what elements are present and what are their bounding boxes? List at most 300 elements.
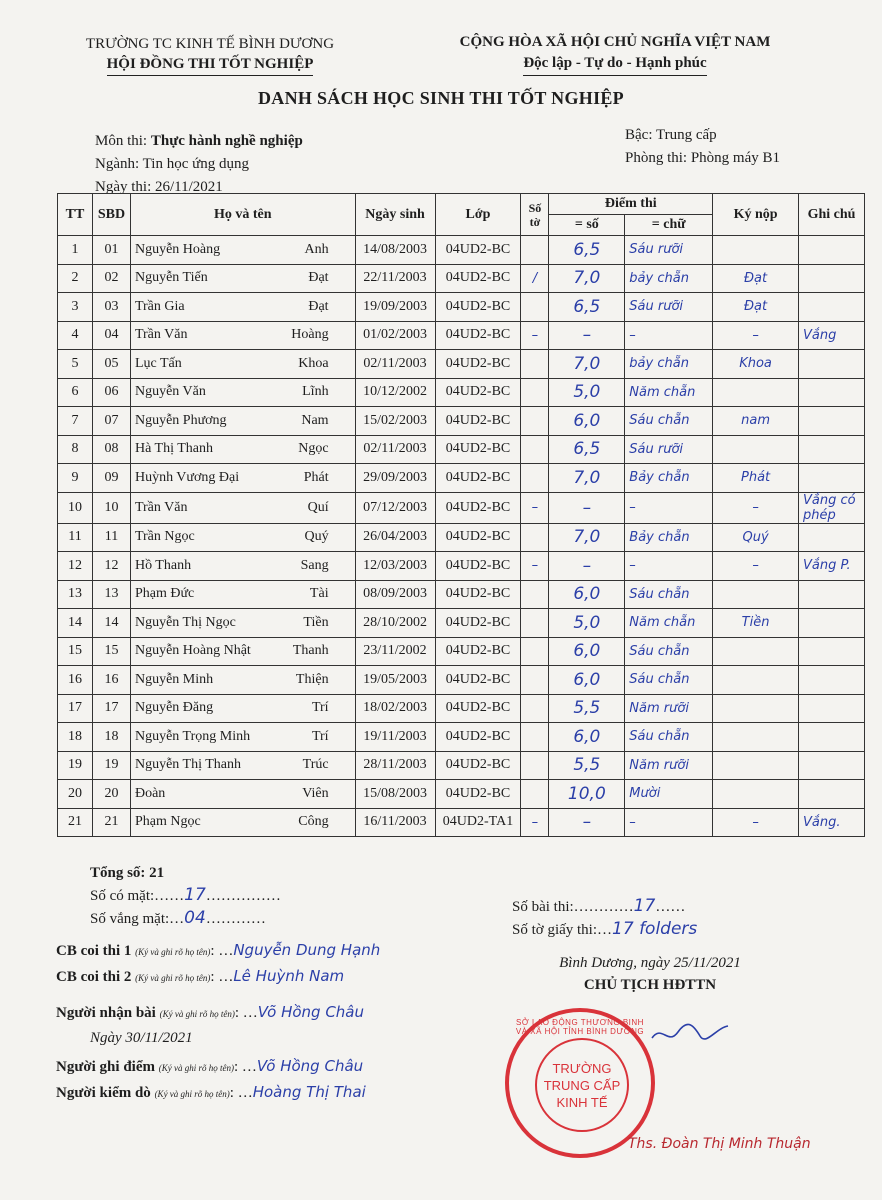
header-score-number: = số: [549, 215, 625, 236]
note: [798, 666, 864, 695]
student-last-name: Huỳnh Vương Đại: [134, 469, 240, 485]
class-code: 04UD2-BC: [435, 580, 521, 609]
date-of-birth: 08/09/2003: [355, 580, 435, 609]
sheet-count: [521, 378, 549, 407]
council-name: HỘI ĐỒNG THI TỐT NGHIỆP: [107, 54, 314, 76]
date-of-birth: 15/08/2003: [355, 780, 435, 809]
date-of-birth: 28/10/2002: [355, 609, 435, 638]
national-motto: Độc lập - Tự do - Hạnh phúc: [523, 53, 706, 76]
present-value: 17: [184, 885, 206, 905]
row-number: 16: [58, 666, 93, 695]
date-of-birth: 01/02/2003: [355, 321, 435, 350]
candidate-number: 18: [92, 723, 130, 752]
row-number: 17: [58, 694, 93, 723]
score-number: –: [549, 492, 625, 523]
student-last-name: Nguyễn Trọng Minh: [134, 728, 251, 744]
candidate-number: 14: [92, 609, 130, 638]
national-header: [420, 32, 810, 76]
receive-date: Ngày 30/11/2021: [90, 1030, 193, 1046]
document-title: DANH SÁCH HỌC SINH THI TỐT NGHIỆP: [258, 88, 624, 108]
stamp-line3: KINH TẾ: [556, 1094, 608, 1110]
student-name: [130, 609, 355, 638]
date-of-birth: 19/11/2003: [355, 723, 435, 752]
class-code: 04UD2-BC: [435, 293, 521, 322]
student-last-name: Nguyễn Đăng: [134, 700, 214, 716]
sheet-count: [521, 407, 549, 436]
student-name: [130, 378, 355, 407]
signature: Quý: [713, 523, 799, 552]
header-score: Điểm thi: [549, 194, 713, 215]
signature: –: [713, 321, 799, 350]
checker-label: Người kiểm dò: [56, 1085, 151, 1101]
student-name: [130, 694, 355, 723]
row-number: 5: [58, 350, 93, 379]
student-name: [130, 350, 355, 379]
student-last-name: Đoàn: [134, 785, 166, 801]
note: [798, 637, 864, 666]
signature: Đạt: [713, 293, 799, 322]
sheets-label: Số tờ giấy thi:: [512, 922, 598, 938]
date-of-birth: 16/11/2003: [355, 808, 435, 837]
candidate-number: 06: [92, 378, 130, 407]
row-number: 7: [58, 407, 93, 436]
score-words: –: [625, 492, 713, 523]
student-name: [130, 723, 355, 752]
student-last-name: Phạm Đức: [134, 586, 195, 602]
school-name: TRƯỜNG TC KINH TẾ BÌNH DƯƠNG: [85, 36, 335, 52]
chair-signature-icon: [650, 1018, 730, 1048]
score-number: 6,5: [549, 435, 625, 464]
checker-signature: Hoàng Thị Thai: [252, 1083, 366, 1101]
table-row: [58, 435, 865, 464]
sign-note: (Ký và ghi rõ họ tên): [154, 1089, 230, 1099]
row-number: 6: [58, 378, 93, 407]
student-name: [130, 264, 355, 293]
row-number: 12: [58, 552, 93, 581]
proctor2-label: CB coi thi 2: [56, 969, 132, 985]
student-last-name: Nguyễn Minh: [134, 671, 214, 687]
class-code: 04UD2-BC: [435, 751, 521, 780]
sheet-count: [521, 780, 549, 809]
table-row: [58, 723, 865, 752]
score-words: Sáu chẵn: [625, 407, 713, 436]
date-of-birth: 29/09/2003: [355, 464, 435, 493]
student-first-name: Lĩnh: [302, 384, 329, 400]
candidate-number: 02: [92, 264, 130, 293]
signature: Khoa: [713, 350, 799, 379]
row-number: 8: [58, 435, 93, 464]
class-code: 04UD2-BC: [435, 666, 521, 695]
score-number: 6,5: [549, 293, 625, 322]
student-last-name: Phạm Ngọc: [134, 814, 201, 830]
student-first-name: Tiền: [303, 614, 329, 630]
exam-date: Ngày thi: 26/11/2021: [95, 179, 223, 195]
note: [798, 523, 864, 552]
note: [798, 378, 864, 407]
row-number: 14: [58, 609, 93, 638]
header-name: Họ và tên: [130, 194, 355, 236]
date-of-birth: 19/05/2003: [355, 666, 435, 695]
signature: Tiền: [713, 609, 799, 638]
student-first-name: Trí: [311, 700, 329, 716]
student-name: [130, 464, 355, 493]
student-last-name: Trần Ngọc: [134, 529, 195, 545]
signature: [713, 666, 799, 695]
date-of-birth: 19/09/2003: [355, 293, 435, 322]
candidate-number: 01: [92, 236, 130, 265]
student-name: [130, 552, 355, 581]
chair-title: CHỦ TỊCH HĐTTN: [583, 977, 717, 993]
student-first-name: Trí: [311, 728, 329, 744]
room: Phòng thi: Phòng máy B1: [625, 150, 781, 166]
student-first-name: Anh: [304, 241, 329, 257]
student-first-name: Trúc: [302, 757, 329, 773]
score-number: 5,5: [549, 694, 625, 723]
header-sbd: SBD: [92, 194, 130, 236]
table-row: [58, 492, 865, 523]
receiver-signature: Võ Hồng Châu: [257, 1003, 365, 1021]
note: Vắng: [798, 321, 864, 350]
student-name: [130, 666, 355, 695]
score-words: –: [625, 552, 713, 581]
table-row: [58, 580, 865, 609]
score-words: –: [625, 808, 713, 837]
class-code: 04UD2-BC: [435, 723, 521, 752]
candidate-number: 04: [92, 321, 130, 350]
table-row: [58, 637, 865, 666]
signature: Phát: [713, 464, 799, 493]
student-last-name: Trần Gia: [134, 298, 185, 314]
score-words: Bảy chẵn: [625, 464, 713, 493]
date-of-birth: 23/11/2002: [355, 637, 435, 666]
table-row: [58, 407, 865, 436]
level: Bậc: Trung cấp: [625, 127, 717, 143]
score-number: 10,0: [549, 780, 625, 809]
header-dob: Ngày sinh: [355, 194, 435, 236]
present-label: Số có mặt:: [90, 888, 155, 904]
student-last-name: Trần Văn: [134, 499, 188, 515]
signature: [713, 694, 799, 723]
student-name: [130, 751, 355, 780]
roles: CB coi thi 1 (Ký và ghi rõ họ tên): …Nguyễn Dung Hạnh CB coi thi 2 (Ký và ghi rõ họ tên): …Lê Huỳnh Nam Người nhận bài (Ký và ghi rõ họ tên): …Võ Hồng Châu Ngày 30/11/2021 Người ghi điểm (Ký và ghi rõ họ tên): …Võ Hồng Châu Người kiểm dò (Ký và ghi rõ họ tên): …Hoàng Thị Thai: [56, 941, 381, 1101]
candidate-number: 10: [92, 492, 130, 523]
student-first-name: Thiện: [295, 671, 329, 687]
score-number: 7,0: [549, 523, 625, 552]
score-words: bảy chẵn: [625, 264, 713, 293]
sheet-count: [521, 435, 549, 464]
header-score-words: = chữ: [625, 215, 713, 236]
score-words: Sáu chẵn: [625, 666, 713, 695]
class-code: 04UD2-BC: [435, 609, 521, 638]
row-number: 13: [58, 580, 93, 609]
proctor1-signature: Nguyễn Dung Hạnh: [233, 941, 381, 959]
class-code: 04UD2-BC: [435, 552, 521, 581]
student-last-name: Nguyễn Phương: [134, 412, 227, 428]
organization-header: [60, 34, 360, 76]
papers-value: 17: [633, 896, 656, 916]
score-number: 6,5: [549, 236, 625, 265]
signature: [713, 580, 799, 609]
score-number: 5,0: [549, 609, 625, 638]
student-name: [130, 637, 355, 666]
sheet-count: [521, 236, 549, 265]
nation-name: CỘNG HÒA XÃ HỘI CHỦ NGHĨA VIỆT NAM: [459, 34, 771, 50]
sheet-count: [521, 580, 549, 609]
student-name: [130, 321, 355, 350]
score-words: Sáu rưỡi: [625, 435, 713, 464]
note: [798, 264, 864, 293]
score-number: 7,0: [549, 350, 625, 379]
chair-name: Ths. Đoàn Thị Minh Thuận: [628, 1136, 811, 1152]
header-note: Ghi chú: [798, 194, 864, 236]
sign-note: (Ký và ghi rõ họ tên): [135, 947, 211, 957]
sheet-count: –: [521, 552, 549, 581]
score-number: 6,0: [549, 723, 625, 752]
signature: –: [713, 552, 799, 581]
candidate-number: 05: [92, 350, 130, 379]
candidate-number: 20: [92, 780, 130, 809]
sheet-count: /: [521, 264, 549, 293]
student-name: [130, 808, 355, 837]
absent-value: 04: [184, 908, 206, 928]
table-row: [58, 236, 865, 265]
student-name: [130, 435, 355, 464]
absent-label: Số vắng mặt:: [90, 911, 170, 927]
signature: nam: [713, 407, 799, 436]
candidate-number: 03: [92, 293, 130, 322]
table-row: [58, 780, 865, 809]
score-number: –: [549, 321, 625, 350]
sheet-count: [521, 609, 549, 638]
class-code: 04UD2-BC: [435, 264, 521, 293]
class-code: 04UD2-BC: [435, 378, 521, 407]
student-first-name: Ngọc: [298, 441, 329, 457]
exam-meta-left: [95, 130, 303, 199]
class-code: 04UD2-BC: [435, 236, 521, 265]
subject-label: Môn thi:: [95, 133, 148, 149]
student-last-name: Hồ Thanh: [134, 557, 192, 573]
row-number: 3: [58, 293, 93, 322]
student-name: [130, 236, 355, 265]
sheet-count: [521, 694, 549, 723]
row-number: 21: [58, 808, 93, 837]
class-code: 04UD2-TA1: [435, 808, 521, 837]
student-first-name: Công: [298, 814, 329, 830]
score-number: 6,0: [549, 407, 625, 436]
student-table: [57, 193, 865, 837]
date-of-birth: 22/11/2003: [355, 264, 435, 293]
class-code: 04UD2-BC: [435, 321, 521, 350]
date-of-birth: 28/11/2003: [355, 751, 435, 780]
student-first-name: Khoa: [298, 355, 329, 371]
student-name: [130, 523, 355, 552]
score-number: 5,5: [549, 751, 625, 780]
score-words: Bảy chẵn: [625, 523, 713, 552]
student-name: [130, 580, 355, 609]
student-first-name: Hoàng: [291, 327, 329, 343]
note: [798, 694, 864, 723]
class-code: 04UD2-BC: [435, 464, 521, 493]
class-code: 04UD2-BC: [435, 407, 521, 436]
class-code: 04UD2-BC: [435, 523, 521, 552]
stamp-ring-text: SỞ LAO ĐỘNG THƯƠNG BINH VÀ XÃ HỘI TỈNH BÌNH DƯƠNG: [515, 1018, 645, 1036]
table-row: [58, 378, 865, 407]
student-first-name: Phát: [303, 469, 329, 485]
score-words: Năm rưỡi: [625, 694, 713, 723]
student-name: [130, 492, 355, 523]
grader-label: Người ghi điểm: [56, 1059, 155, 1075]
sheet-count: –: [521, 808, 549, 837]
score-words: Mười: [625, 780, 713, 809]
date-of-birth: 18/02/2003: [355, 694, 435, 723]
table-row: [58, 808, 865, 837]
score-words: Sáu chẵn: [625, 580, 713, 609]
student-name: [130, 293, 355, 322]
student-first-name: Quý: [304, 529, 329, 545]
student-name: [130, 407, 355, 436]
signature: –: [713, 808, 799, 837]
exam-meta-right: [625, 124, 780, 170]
date-of-birth: 07/12/2003: [355, 492, 435, 523]
row-number: 2: [58, 264, 93, 293]
note: Vắng P.: [798, 552, 864, 581]
score-words: Năm chẵn: [625, 609, 713, 638]
sign-note: (Ký và ghi rõ họ tên): [158, 1063, 234, 1073]
sheet-count: –: [521, 492, 549, 523]
score-words: Sáu rưỡi: [625, 293, 713, 322]
header-sign: Ký nộp: [713, 194, 799, 236]
sheet-count: [521, 293, 549, 322]
candidate-number: 11: [92, 523, 130, 552]
class-code: 04UD2-BC: [435, 435, 521, 464]
date-of-birth: 10/12/2002: [355, 378, 435, 407]
score-words: –: [625, 321, 713, 350]
student-first-name: Đạt: [308, 270, 329, 286]
major: Ngành: Tin học ứng dụng: [95, 156, 249, 172]
signature: –: [713, 492, 799, 523]
note: [798, 580, 864, 609]
papers-label: Số bài thi:: [512, 899, 574, 915]
score-number: 6,0: [549, 666, 625, 695]
note: [798, 435, 864, 464]
sheet-count: [521, 637, 549, 666]
score-words: Sáu chẵn: [625, 637, 713, 666]
note: Vắng có phép: [798, 492, 864, 523]
student-name: [130, 780, 355, 809]
score-words: Năm chẵn: [625, 378, 713, 407]
class-code: 04UD2-BC: [435, 780, 521, 809]
student-last-name: Nguyễn Tiến: [134, 270, 208, 286]
candidate-number: 09: [92, 464, 130, 493]
class-code: 04UD2-BC: [435, 694, 521, 723]
student-last-name: Trần Văn: [134, 327, 188, 343]
table-row: [58, 293, 865, 322]
header-class: Lớp: [435, 194, 521, 236]
date-of-birth: 12/03/2003: [355, 552, 435, 581]
note: [798, 464, 864, 493]
candidate-number: 13: [92, 580, 130, 609]
note: [798, 751, 864, 780]
candidate-number: 16: [92, 666, 130, 695]
score-words: Sáu rưỡi: [625, 236, 713, 265]
student-last-name: Nguyễn Thị Ngọc: [134, 614, 236, 630]
student-last-name: Nguyễn Hoàng Nhật: [134, 643, 251, 659]
table-row: [58, 609, 865, 638]
sheet-count: [521, 751, 549, 780]
total-count: Tổng số: 21: [90, 865, 165, 881]
signature: [713, 723, 799, 752]
score-number: 7,0: [549, 264, 625, 293]
candidate-number: 07: [92, 407, 130, 436]
sign-note: (Ký và ghi rõ họ tên): [159, 1009, 235, 1019]
row-number: 10: [58, 492, 93, 523]
score-number: 6,0: [549, 637, 625, 666]
signature: [713, 435, 799, 464]
signature: [713, 236, 799, 265]
score-words: bảy chẵn: [625, 350, 713, 379]
student-first-name: Quí: [307, 499, 329, 515]
row-number: 1: [58, 236, 93, 265]
student-first-name: Đạt: [308, 298, 329, 314]
score-words: Năm rưỡi: [625, 751, 713, 780]
table-row: [58, 751, 865, 780]
row-number: 20: [58, 780, 93, 809]
student-last-name: Lục Tấn: [134, 355, 182, 371]
stamp-line1: TRƯỜNG: [552, 1060, 612, 1076]
student-last-name: Nguyễn Văn: [134, 384, 206, 400]
student-last-name: Nguyễn Thị Thanh: [134, 757, 241, 773]
sheet-count: [521, 723, 549, 752]
table-row: [58, 464, 865, 493]
grader-signature: Võ Hồng Châu: [256, 1057, 364, 1075]
student-first-name: Nam: [301, 412, 329, 428]
note: Vắng.: [798, 808, 864, 837]
row-number: 18: [58, 723, 93, 752]
sheets-value: 17 folders: [612, 919, 698, 939]
table-row: [58, 350, 865, 379]
proctor1-label: CB coi thi 1: [56, 943, 132, 959]
note: [798, 350, 864, 379]
sign-note: (Ký và ghi rõ họ tên): [135, 973, 211, 983]
candidate-number: 21: [92, 808, 130, 837]
signature: [713, 378, 799, 407]
note: [798, 609, 864, 638]
score-words: Sáu chẵn: [625, 723, 713, 752]
date-of-birth: 14/08/2003: [355, 236, 435, 265]
subject-value: Thực hành nghề nghiệp: [150, 133, 303, 149]
row-number: 11: [58, 523, 93, 552]
score-number: 6,0: [549, 580, 625, 609]
summary-left: Tổng số: 21 Số có mặt:……17…………… Số vắng mặt:…04…………: [90, 862, 281, 930]
row-number: 19: [58, 751, 93, 780]
candidate-number: 15: [92, 637, 130, 666]
date-of-birth: 02/11/2003: [355, 350, 435, 379]
table-row: [58, 264, 865, 293]
header-sheets: Số tờ: [521, 194, 549, 236]
class-code: 04UD2-BC: [435, 637, 521, 666]
signature: [713, 637, 799, 666]
candidate-number: 12: [92, 552, 130, 581]
sheet-count: –: [521, 321, 549, 350]
sheet-count: [521, 666, 549, 695]
receiver-label: Người nhận bài: [56, 1005, 156, 1021]
student-first-name: Sang: [300, 557, 329, 573]
table-row: [58, 694, 865, 723]
note: [798, 407, 864, 436]
student-last-name: Hà Thị Thanh: [134, 441, 213, 457]
note: [798, 780, 864, 809]
class-code: 04UD2-BC: [435, 350, 521, 379]
